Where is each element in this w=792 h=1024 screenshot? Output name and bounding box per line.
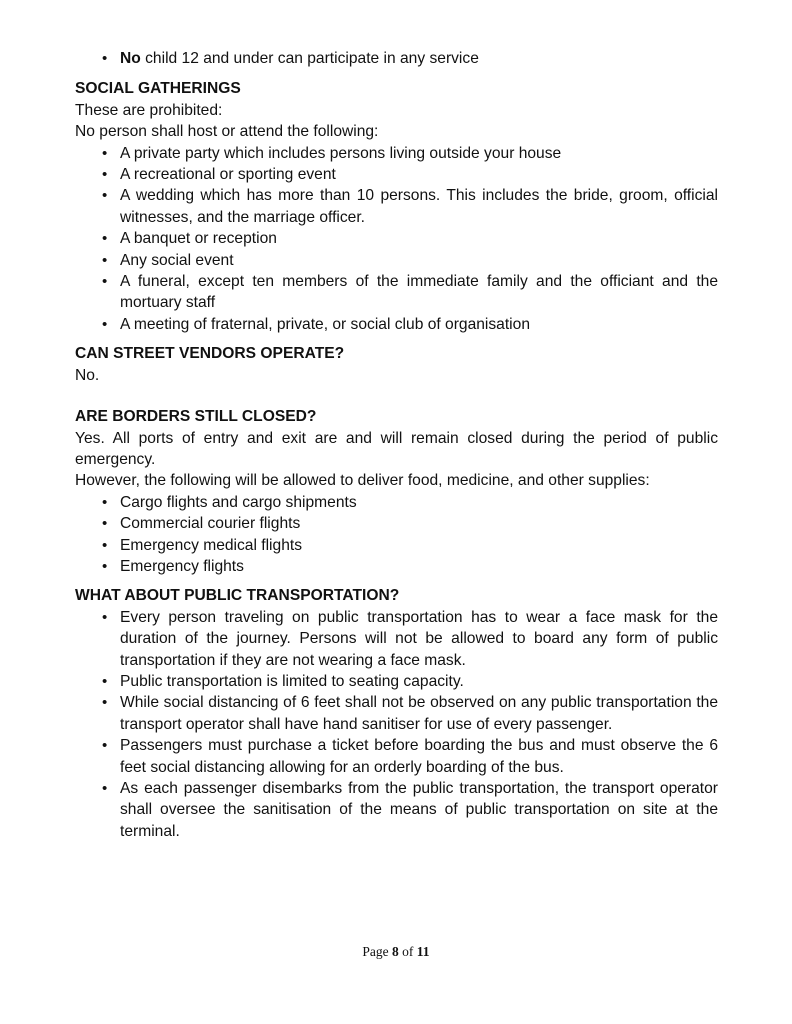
list-item: • A meeting of fraternal, private, or social club of organisation [75, 314, 718, 335]
page-number [0, 941, 792, 962]
section-heading: CAN STREET VENDORS OPERATE? [75, 345, 345, 363]
paragraph: No. [75, 366, 100, 384]
list-item: • As each passenger disembarks from the public transportation, the transport operator shall oversee the sanitisation of the means of public transportation on site at the terminal. [75, 778, 718, 842]
list-item: • A wedding which has more than 10 persons. This includes the bride, groom, official witnesses, and the marriage officer. [75, 185, 718, 228]
list-item: • Passengers must purchase a ticket before boarding the bus and must observe the 6 feet social distancing allowing for an orderly boarding of the bus. [75, 735, 718, 778]
page-middle: of [398, 944, 417, 959]
section-heading: WHAT ABOUT PUBLIC TRANSPORTATION? [75, 587, 400, 605]
list-item: • Every person traveling on public transportation has to wear a face mask for the duration of the journey. Persons will not be allowed to board any form of public transportation if they are not wearing a face mask. [75, 607, 718, 671]
page-total: 11 [416, 944, 430, 959]
list-item: • A recreational or sporting event [75, 164, 718, 185]
intro-rest: child 12 and under can participate in any service [140, 50, 479, 67]
section-borders [75, 406, 718, 577]
document-body [75, 48, 718, 842]
list-item: • Emergency flights [75, 556, 718, 577]
page-prefix: Page [362, 944, 393, 959]
page-current: 8 [392, 944, 399, 959]
intro-bold: No [120, 50, 141, 67]
list-item: • A funeral, except ten members of the immediate family and the officiant and the mortuary staff [75, 271, 718, 314]
paragraph: These are prohibited: [75, 101, 223, 119]
section-heading: ARE BORDERS STILL CLOSED? [75, 408, 317, 426]
list-item: • While social distancing of 6 feet shall not be observed on any public transportation the transport operator shall have hand sanitiser for use of every passenger. [75, 692, 718, 735]
section-heading: SOCIAL GATHERINGS [75, 80, 241, 98]
list-item [75, 48, 718, 69]
list-item: • A private party which includes persons living outside your house [75, 143, 718, 164]
list-item: • A banquet or reception [75, 228, 718, 249]
list-item: • Any social event [75, 250, 718, 271]
borders-list [75, 492, 718, 578]
list-item: • Emergency medical flights [75, 535, 718, 556]
list-item: • Commercial courier flights [75, 513, 718, 534]
transport-list [75, 607, 718, 842]
section-street-vendors [75, 343, 718, 386]
paragraph: However, the following will be allowed to deliver food, medicine, and other supplies: [75, 472, 650, 490]
list-item: • Public transportation is limited to seating capacity. [75, 671, 718, 692]
list-item: • Cargo flights and cargo shipments [75, 492, 718, 513]
section-public-transportation [75, 585, 718, 842]
social-list [75, 143, 718, 336]
section-social-gatherings [75, 78, 718, 335]
intro-list [75, 48, 718, 69]
paragraph: Yes. All ports of entry and exit are and will remain closed during the period of public emergency. [75, 429, 718, 468]
paragraph: No person shall host or attend the following: [75, 123, 379, 141]
